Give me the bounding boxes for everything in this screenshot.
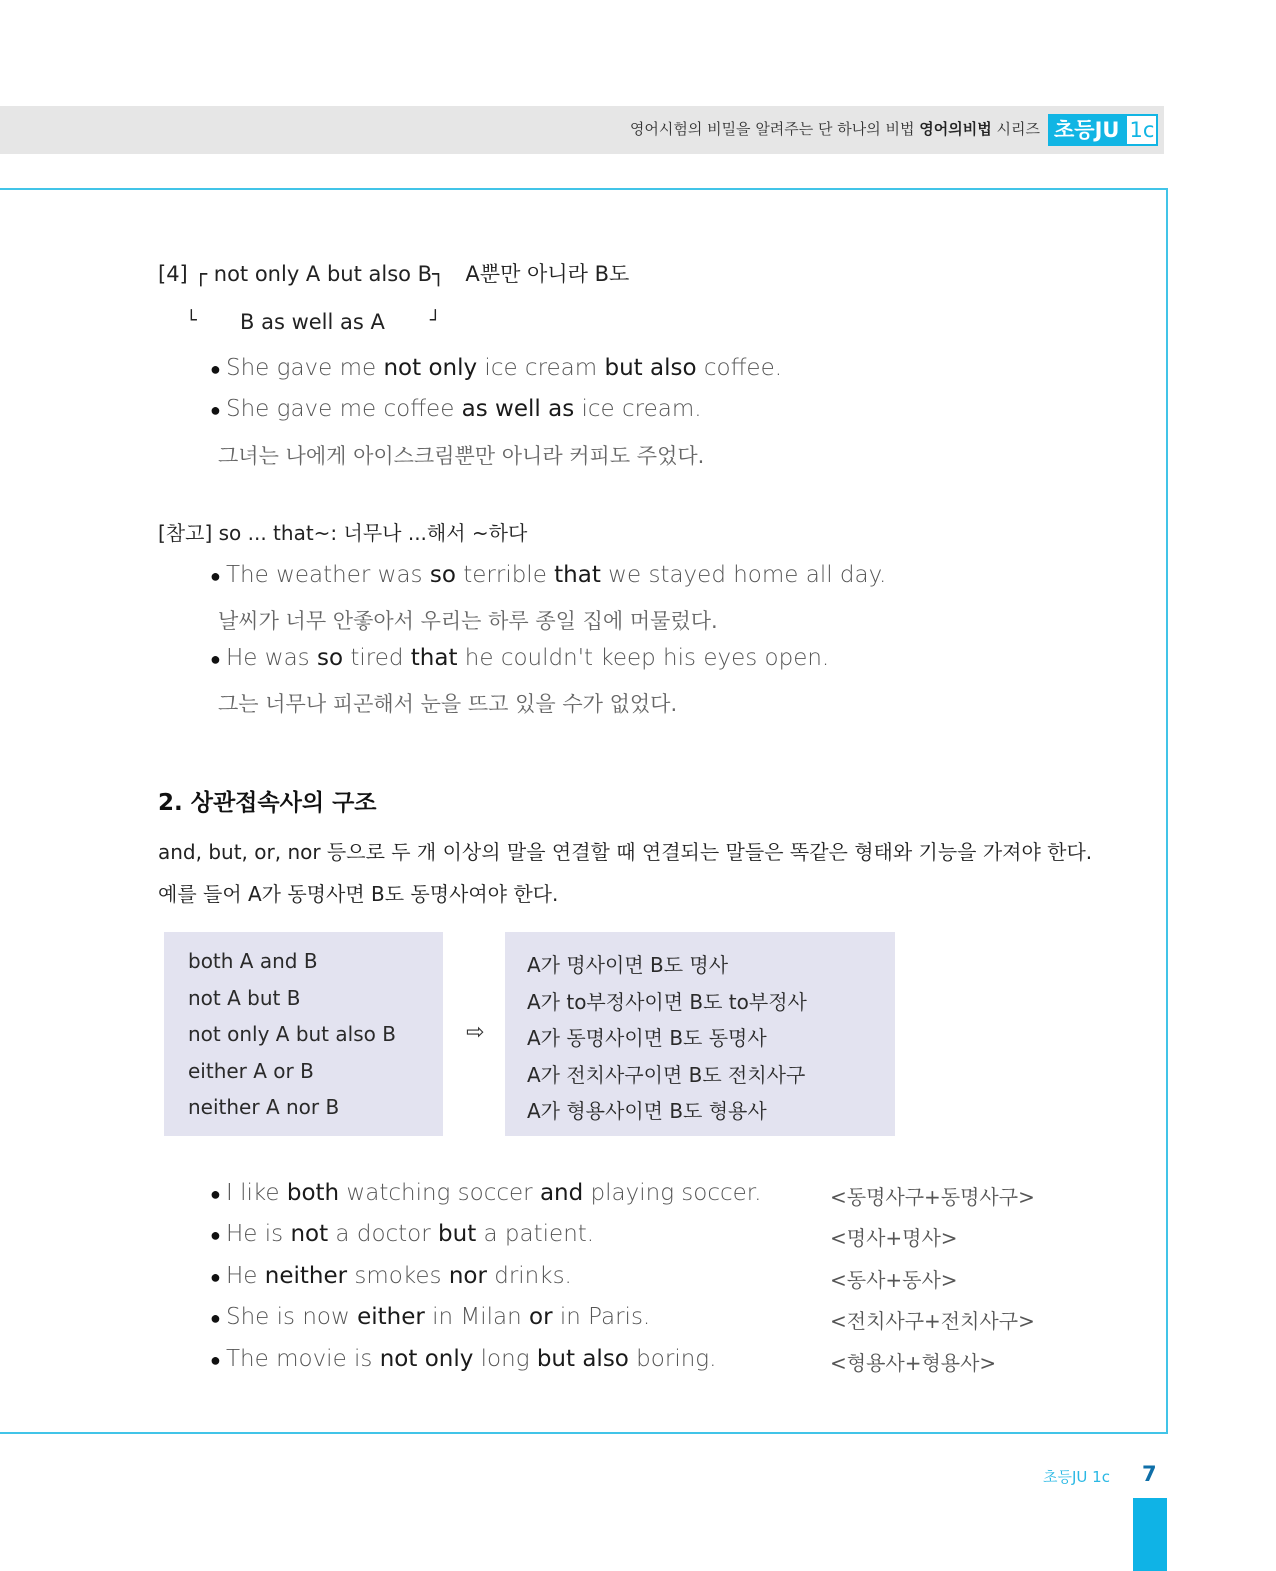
section4-pattern: ┌ not only A but also B┐ — [194, 262, 445, 286]
bullet-icon: ● — [210, 1184, 221, 1205]
conjunction-item: not A but B — [188, 986, 301, 1010]
structure-tag: <형용사+형용사> — [830, 1351, 997, 1375]
bullet-icon: ● — [210, 566, 221, 587]
conjunction-box — [164, 932, 443, 1136]
series-tagline — [630, 118, 1040, 139]
translation: 그는 너무나 피곤해서 눈을 뜨고 있을 수가 없었다. — [218, 692, 678, 716]
example-sentence: ● He is not a doctor but a patient. — [210, 1221, 595, 1247]
structure-tag: <명사+명사> — [830, 1226, 958, 1250]
example-sentence: ● I like both watching soccer and playing soccer. — [210, 1180, 762, 1206]
conjunction-item: both A and B — [188, 949, 318, 973]
conjunction-item: either A or B — [188, 1059, 314, 1083]
footer-brand: 초등JU 1c — [1043, 1468, 1110, 1486]
right-arrow-icon: ⇨ — [466, 1020, 485, 1045]
rule-item: A가 명사이면 B도 명사 — [527, 953, 729, 977]
page-number: 7 — [1142, 1462, 1157, 1486]
structure-tag: <동명사구+동명사구> — [830, 1185, 1035, 1209]
translation: 날씨가 너무 안좋아서 우리는 하루 종일 집에 머물렀다. — [218, 609, 718, 633]
structure-tag: <전치사구+전치사구> — [830, 1309, 1035, 1333]
example-sentence: ● The movie is not only long but also boring. — [210, 1346, 717, 1372]
paragraph: and, but, or, nor 등으로 두 개 이상의 말을 연결할 때 연결되는 말들은 똑같은 형태와 기능을 가져야 한다. — [158, 840, 1093, 864]
page-tab — [1133, 1498, 1167, 1571]
example-sentence: ● He neither smokes nor drinks. — [210, 1263, 572, 1289]
rule-item: A가 형용사이면 B도 형용사 — [527, 1099, 767, 1123]
bullet-icon: ● — [210, 400, 221, 421]
section4-number: [4] — [158, 262, 188, 286]
bullet-icon: ● — [210, 1350, 221, 1371]
section4-meaning: A뿐만 아니라 B도 — [465, 262, 630, 286]
translation: 그녀는 나에게 아이스크림뿐만 아니라 커피도 주었다. — [218, 444, 705, 468]
rule-item: A가 동명사이면 B도 동명사 — [527, 1026, 767, 1050]
example-sentence: ● The weather was so terrible that we stayed home all day. — [210, 562, 887, 588]
example-sentence: ● She gave me not only ice cream but also coffee. — [210, 355, 783, 381]
rule-item: A가 to부정사이면 B도 to부정사 — [527, 990, 807, 1014]
bracket-bottom-left: └ — [186, 310, 197, 331]
section4-alt-pattern: B as well as A — [240, 310, 385, 334]
bullet-icon: ● — [210, 1308, 221, 1329]
conjunction-item: neither A nor B — [188, 1095, 340, 1119]
example-sentence: ● She gave me coffee as well as ice cream. — [210, 396, 702, 422]
section-title: 2. 상관접속사의 구조 — [158, 790, 377, 816]
tagline-suffix: 시리즈 — [991, 120, 1040, 138]
brand-name: 초등JU — [1048, 114, 1125, 146]
tagline-text: 영어시험의 비밀을 알려주는 단 하나의 비법 — [629, 120, 920, 138]
rule-item: A가 전치사구이면 B도 전치사구 — [527, 1063, 806, 1087]
bullet-icon: ● — [210, 1267, 221, 1288]
section4-heading — [158, 258, 629, 288]
conjunction-item: not only A but also B — [188, 1022, 396, 1046]
brand-level: 1c — [1125, 114, 1158, 146]
tagline-bold: 영어의비법 — [919, 120, 992, 138]
structure-tag: <동사+동사> — [830, 1268, 958, 1292]
example-sentence: ● He was so tired that he couldn't keep his eyes open. — [210, 645, 830, 671]
paragraph: 예를 들어 A가 동명사면 B도 동명사여야 한다. — [158, 882, 559, 906]
example-sentence: ● She is now either in Milan or in Paris. — [210, 1304, 651, 1330]
bullet-icon: ● — [210, 1225, 221, 1246]
bullet-icon: ● — [210, 359, 221, 380]
rule-box — [505, 932, 895, 1136]
bullet-icon: ● — [210, 649, 221, 670]
bracket-bottom-right: ┘ — [430, 310, 441, 331]
note-label: [참고] so ... that~: 너무나 ...해서 ~하다 — [158, 521, 528, 545]
brand-badge — [1048, 114, 1158, 146]
